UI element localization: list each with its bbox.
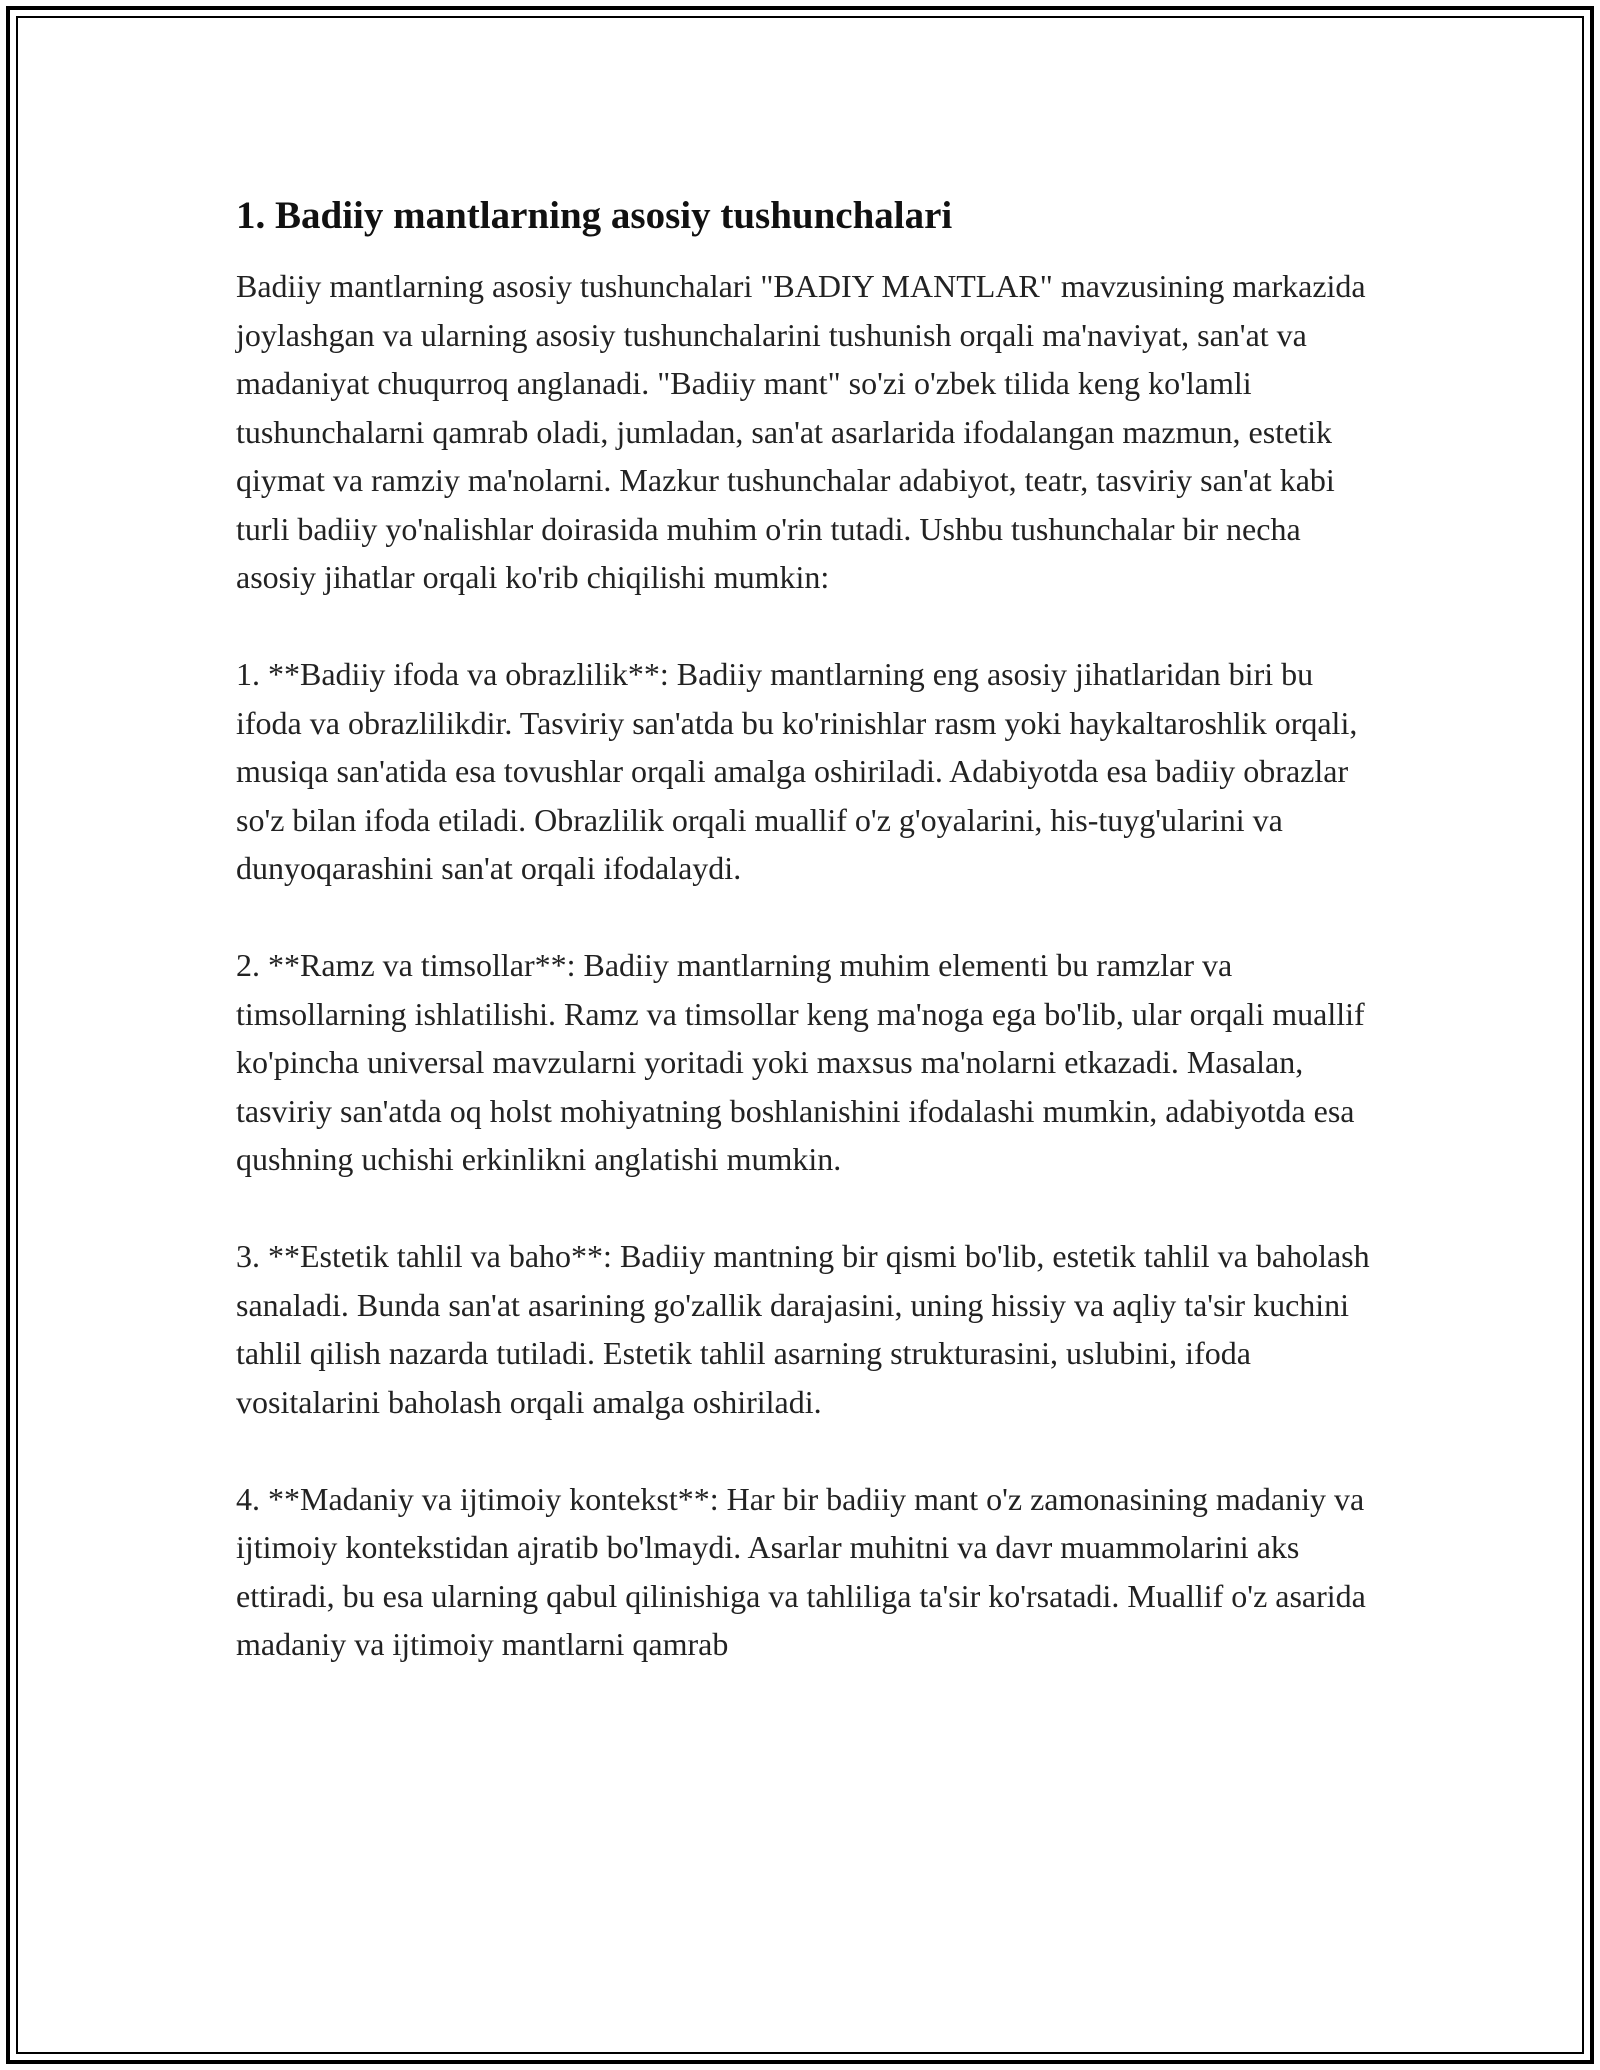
list-item-ramz-timsollar: 2. **Ramz va timsollar**: Badiiy mantlarning muhim elementi bu ramzlar va timsollarning ishlatilishi. Ramz va timsollar keng ma'noga ega bo'lib, ular orqali muallif ko'pincha universal mavzularni yoritadi yoki maxsus ma'nolarni etkazadi. Masalan, tasviriy san'atda oq holst mohiyatning boshlanishini ifodalashi mumkin, adabiyotda esa qushning uchishi erkinlikni anglatishi mumkin.	[236, 947, 1365, 1177]
intro-paragraph: Badiiy mantlarning asosiy tushunchalari "BADIY MANTLAR" mavzusining markazida joylashgan va ularning asosiy tushunchalarini tushunish orqali ma'naviyat, san'at va madaniyat chuqurroq anglanadi. "Badiiy mant" so'zi o'zbek tilida keng ko'lamli tushunchalarni qamrab oladi, jumladan, san'at asarlarida ifodalangan mazmun, estetik qiymat va ramziy ma'nolarni. Mazkur tushunchalar adabiyot, teatr, tasviriy san'at kabi turli badiiy yo'nalishlar doirasida muhim o'rin tutadi. Ushbu tushunchalar bir necha asosiy jihatlar orqali ko'rib chiqilishi mumkin:	[236, 268, 1366, 595]
list-item-madaniy-kontekst: 4. **Madaniy va ijtimoiy kontekst**: Har bir badiiy mant o'z zamonasining madaniy va ijtimoiy kontekstidan ajratib bo'lmaydi. Asarlar muhitni va davr muammolarini aks ettiradi, bu esa ularning qabul qilinishiga va tahliliga ta'sir ko'rsatadi. Muallif o'z asarida madaniy va ijtimoiy mantlarni qamrab	[236, 1480, 1366, 1662]
list-item-estetik-tahlil: 3. **Estetik tahlil va baho**: Badiiy mantning bir qismi bo'lib, estetik tahlil va baholash sanaladi. Bunda san'at asarining go'zallik darajasini, uning hissiy va aqliy ta'sir kuchini tahlil qilish nazarda tutiladi. Estetik tahlil asarning strukturasini, uslubini, ifoda vositalarini baholash orqali amalga oshiriladi.	[236, 1238, 1370, 1420]
document-body	[236, 190, 1376, 1717]
list-item-badiiy-ifoda: 1. **Badiiy ifoda va obrazlilik**: Badiiy mantlarning eng asosiy jihatlaridan biri bu ifoda va obrazlilikdir. Tasviriy san'atda bu ko'rinishlar rasm yoki haykaltaroshlik orqali, musiqa san'atida esa tovushlar orqali amalga oshiriladi. Adabiyotda esa badiiy obrazlar so'z bilan ifoda etiladi. Obrazlilik orqali muallif o'z g'oyalarini, his-tuyg'ularini va dunyoqarashini san'at orqali ifodalaydi.	[236, 656, 1358, 886]
section-heading: 1. Badiiy mantlarning asosiy tushunchalari	[236, 194, 953, 237]
